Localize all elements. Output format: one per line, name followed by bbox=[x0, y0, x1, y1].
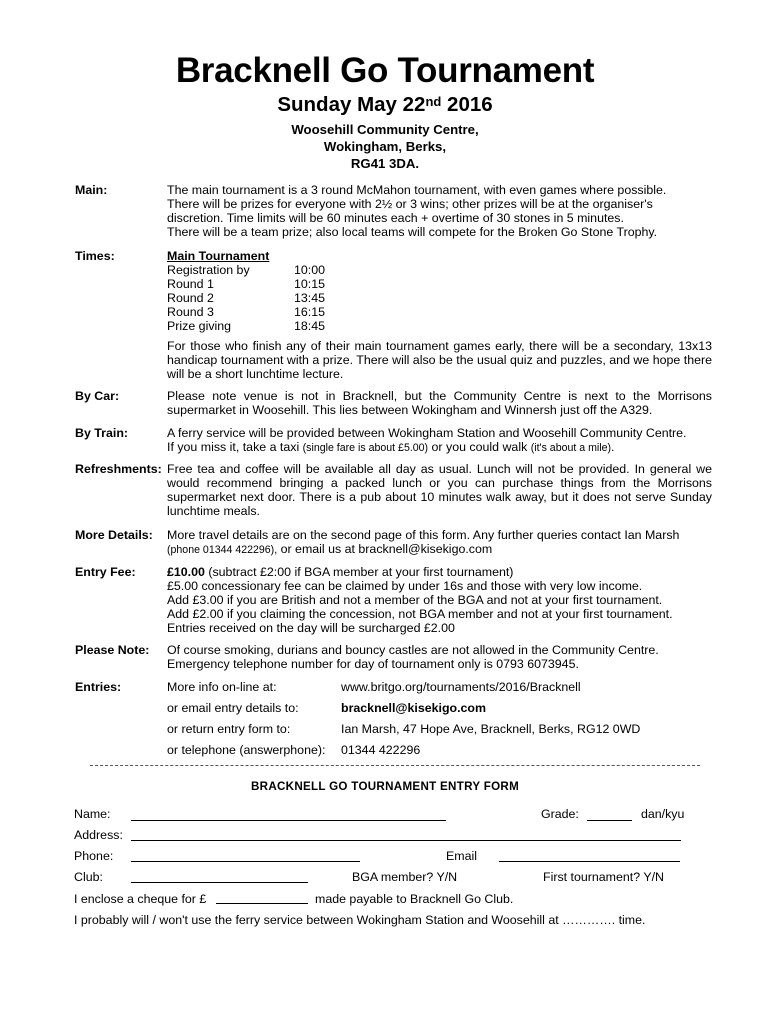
section-by-car-body: Please note venue is not in Bracknell, but the Community Centre is next to the Morrisons supermarket in Woosehill. This lies between Wokingham and Winnersh just off the A329. bbox=[167, 389, 712, 417]
email-label: Email bbox=[446, 849, 477, 863]
entry-email-link[interactable]: bracknell@kisekigo.com bbox=[341, 701, 486, 715]
entries-key: or email entry details to: bbox=[167, 701, 299, 715]
schedule-event: Round 1 bbox=[167, 277, 214, 291]
schedule-event: Registration by bbox=[167, 263, 250, 277]
cheque-prefix: I enclose a cheque for £ bbox=[74, 892, 207, 906]
section-by-train-body bbox=[167, 426, 712, 455]
train-text: If you miss it, take a taxi bbox=[167, 440, 303, 454]
note-line: Emergency telephone number for day of tournament only is 0793 6073945. bbox=[167, 657, 579, 671]
date-year: 2016 bbox=[441, 93, 493, 116]
grade-unit: dan/kyu bbox=[641, 807, 685, 821]
section-label-more-details: More Details: bbox=[75, 528, 153, 542]
section-label-times: Times: bbox=[75, 249, 115, 263]
entries-key: More info on-line at: bbox=[167, 680, 277, 694]
website-link[interactable]: www.britgo.org/tournaments/2016/Bracknell bbox=[341, 680, 581, 694]
entries-key: or telephone (answerphone): bbox=[167, 743, 326, 757]
section-label-by-car: By Car: bbox=[75, 389, 120, 403]
note-line: Of course smoking, durians and bouncy castles are not allowed in the Community Centre. bbox=[167, 643, 659, 657]
schedule-time: 18:45 bbox=[294, 319, 326, 333]
grade-label: Grade: bbox=[541, 807, 579, 821]
train-line-1: A ferry service will be provided between Wokingham Station and Woosehill Community Centre. bbox=[167, 426, 687, 440]
schedule-event: Round 2 bbox=[167, 291, 214, 305]
main-line: There will be prizes for everyone with 2½ or 3 wins; other prizes will be at the organiser's bbox=[167, 197, 653, 211]
fee-line: Add £3.00 if you are British and not a member of the BGA and not at your first tournament. bbox=[167, 593, 663, 607]
fee-discount-note: (subtract £2:00 if BGA member at your first tournament) bbox=[204, 565, 514, 579]
club-field[interactable] bbox=[131, 882, 308, 883]
name-field[interactable] bbox=[131, 820, 446, 821]
section-label-entries: Entries: bbox=[75, 680, 122, 694]
schedule-time: 13:45 bbox=[294, 291, 326, 305]
telephone-number: 01344 422296 bbox=[341, 743, 421, 757]
email-field[interactable] bbox=[499, 861, 680, 862]
details-line-2 bbox=[167, 542, 712, 557]
contact-phone: (phone 01344 422296), bbox=[167, 544, 278, 556]
fee-line: Entries received on the day will be surcharged £2.00 bbox=[167, 621, 455, 635]
venue-line: Wokingham, Berks, bbox=[323, 139, 447, 154]
section-label-please-note: Please Note: bbox=[75, 643, 150, 657]
schedule-time: 16:15 bbox=[294, 305, 326, 319]
section-main-body bbox=[167, 183, 712, 239]
ferry-usage-line: I probably will / won't use the ferry service between Wokingham Station and Woosehill at …………. time. bbox=[74, 913, 646, 927]
entries-key: or return entry form to: bbox=[167, 722, 291, 736]
venue-line: RG41 3DA. bbox=[350, 156, 420, 171]
date-prefix: Sunday May 22 bbox=[277, 93, 426, 116]
postal-address: Ian Marsh, 47 Hope Ave, Bracknell, Berks, RG12 0WD bbox=[341, 722, 641, 736]
tournament-date bbox=[0, 92, 770, 118]
phone-label: Phone: bbox=[74, 849, 114, 863]
section-label-entry-fee: Entry Fee: bbox=[75, 565, 136, 579]
section-more-details-body bbox=[167, 528, 712, 557]
times-note: For those who finish any of their main tournament games early, there will be a secondary, 13x13 handicap tournament with a prize. There will also be the usual quiz and puzzles, and we hope there will be a short lunchtime lecture. bbox=[167, 339, 712, 381]
entry-fee-amount: £10.00 bbox=[167, 565, 205, 579]
section-please-note-body bbox=[167, 643, 712, 671]
contact-email: or email us at bracknell@kisekigo.com bbox=[277, 542, 493, 556]
grade-field[interactable] bbox=[587, 820, 632, 821]
name-label: Name: bbox=[74, 807, 111, 821]
fee-line: Add £2.00 if you claiming the concession, not BGA member and not at your first tournament. bbox=[167, 607, 673, 621]
first-tournament-question[interactable]: First tournament? Y/N bbox=[543, 870, 664, 884]
section-times-body bbox=[167, 249, 712, 333]
venue-address bbox=[0, 121, 770, 172]
schedule-time: 10:15 bbox=[294, 277, 326, 291]
venue-line: Woosehill Community Centre, bbox=[291, 122, 479, 137]
phone-field[interactable] bbox=[131, 861, 360, 862]
section-entry-fee-body bbox=[167, 565, 712, 635]
cheque-amount-field[interactable] bbox=[216, 903, 308, 904]
train-text: . bbox=[611, 440, 615, 454]
address-label: Address: bbox=[74, 828, 123, 842]
schedule-event: Prize giving bbox=[167, 319, 232, 333]
schedule-event: Round 3 bbox=[167, 305, 214, 319]
fee-line bbox=[167, 565, 712, 579]
walk-distance-note: (it's about a mile) bbox=[530, 442, 612, 454]
club-label: Club: bbox=[74, 870, 103, 884]
bga-member-question[interactable]: BGA member? Y/N bbox=[352, 870, 458, 884]
cut-line-divider bbox=[90, 765, 700, 766]
page-title: Bracknell Go Tournament bbox=[175, 51, 595, 90]
fee-line: £5.00 concessionary fee can be claimed by under 16s and those with very low income. bbox=[167, 579, 643, 593]
section-label-main: Main: bbox=[75, 183, 108, 197]
main-line: discretion. Time limits will be 60 minutes each + overtime of 30 stones in 5 minutes. bbox=[167, 211, 624, 225]
date-ordinal-suffix: nd bbox=[425, 94, 442, 109]
train-line-2 bbox=[167, 440, 712, 455]
address-field[interactable] bbox=[131, 840, 681, 841]
train-text: or you could walk bbox=[428, 440, 531, 454]
schedule-time: 10:00 bbox=[294, 263, 326, 277]
main-line: The main tournament is a 3 round McMahon tournament, with even games where possible. bbox=[167, 183, 667, 197]
section-refreshments-body: Free tea and coffee will be available all day as usual. Lunch will not be provided. In general we would recommend bringing a packed lunch or you can purchase things from the Morrisons supermarket next door. There is a pub about 10 minutes walk away, but it does not serve Sunday lunchtime meals. bbox=[167, 462, 712, 518]
details-line-1: More travel details are on the second page of this form. Any further queries contact Ian Marsh bbox=[167, 528, 680, 542]
cheque-suffix: made payable to Bracknell Go Club. bbox=[315, 892, 514, 906]
schedule-table bbox=[167, 263, 712, 333]
times-heading: Main Tournament bbox=[167, 249, 270, 263]
section-label-refreshments: Refreshments: bbox=[75, 462, 162, 476]
section-label-by-train: By Train: bbox=[75, 426, 129, 440]
taxi-fare-note: (single fare is about £5.00) bbox=[302, 442, 429, 454]
entry-form-title: BRACKNELL GO TOURNAMENT ENTRY FORM bbox=[250, 780, 520, 793]
main-line: There will be a team prize; also local teams will compete for the Broken Go Stone Trophy. bbox=[167, 225, 658, 239]
